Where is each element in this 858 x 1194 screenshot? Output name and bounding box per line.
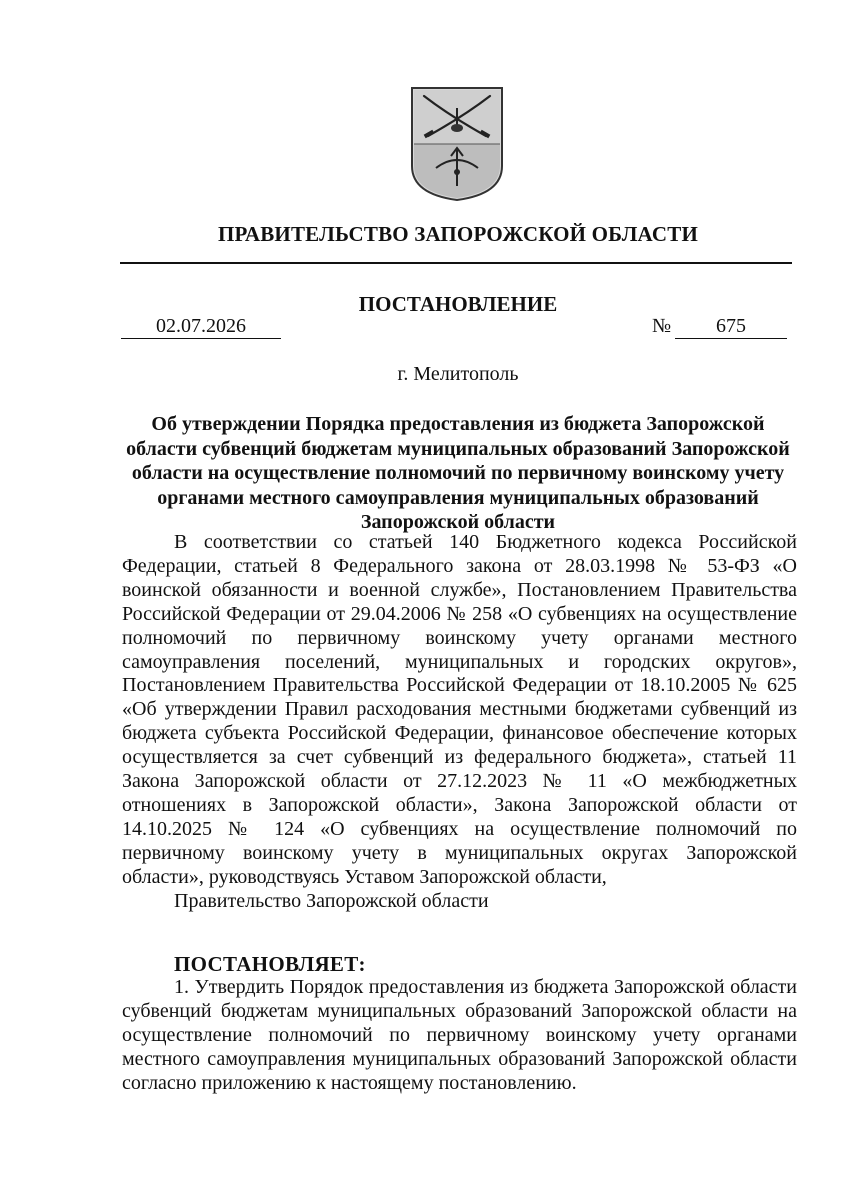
document-city: г. Мелитополь xyxy=(397,363,519,385)
document-subject: Об утверждении Порядка предоставления из бюджета Запорожской области субвенций бюджетам муниципальных образований Запорожской области на осуществление полномочий по первичному воинскому учету органами местного самоуправления муниципальных образований Запорожской области xyxy=(126,413,790,533)
document-date: 02.07.2026 xyxy=(121,314,281,339)
organization-title: ПРАВИТЕЛЬСТВО ЗАПОРОЖСКОЙ ОБЛАСТИ xyxy=(217,222,698,246)
number-sign: № xyxy=(652,315,672,337)
document-type: ПОСТАНОВЛЕНИЕ xyxy=(358,292,558,316)
issuer-paragraph: Правительство Запорожской области xyxy=(174,889,489,912)
coat-of-arms-icon xyxy=(410,86,504,202)
document-number: 675 xyxy=(675,314,787,339)
header-divider xyxy=(120,262,792,264)
preamble-paragraph: В соответствии со статьей 140 Бюджетного кодекса Российской Федерации, статьей 8 Федерального закона от 28.03.1998 № 53-ФЗ «О воинской обязанности и военной службе», Постановлением Правительства Российской Федерации от 29.04.2006 № 258 «О субвенциях на осуществление полномочий по первичному воинскому учету органами местного самоуправления поселений, муниципальных и городских округов», Постановлением Правительства Российской Федерации от 18.10.2005 № 625 «Об утверждении Правил расходования местными бюджетами субвенций из бюджета субъекта Российской Федерации, финансовое обеспечение которых осуществляется за счет субвенций из федерального бюджета», статьей 11 Закона Запорожской области от 27.12.2023 № 11 «О межбюджетных отношениях в Запорожской области», Закона Запорожской области от 14.10.2025 № 124 «О субвенциях на осуществление полномочий по первичному воинскому учету в муниципальных округах Запорожской области», руководствуясь Уставом Запорожской области, xyxy=(122,531,797,888)
resolution-items xyxy=(122,975,797,1095)
resolve-heading: ПОСТАНОВЛЯЕТ: xyxy=(174,952,366,976)
resolution-item: 1. Утвердить Порядок предоставления из бюджета Запорожской области субвенций бюджетам муниципальных образований Запорожской области на осуществление полномочий по первичному воинскому учету органами местного самоуправления муниципальных образований Запорожской области согласно приложению к настоящему постановлению. xyxy=(122,976,797,1094)
document-body xyxy=(122,531,797,914)
